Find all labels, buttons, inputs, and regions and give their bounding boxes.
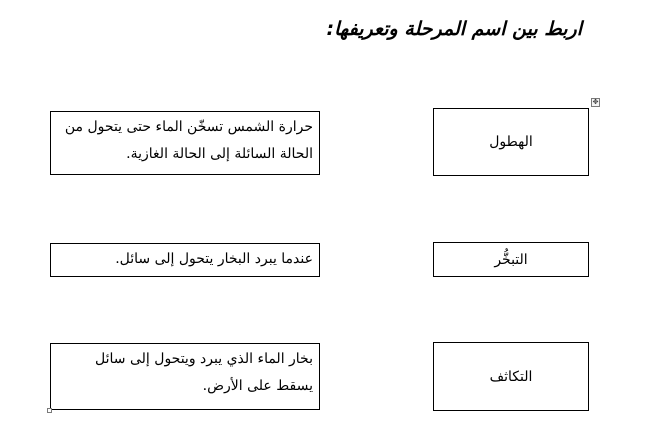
term-label: الهطول [489,134,533,150]
term-box-evaporation [433,242,589,277]
definition-text: عندما يبرد البخار يتحول إلى سائل. [115,251,313,267]
term-label: التبخُّر [494,251,528,268]
term-label: التكاثف [489,368,533,385]
table-resize-handle-icon[interactable] [47,408,52,413]
term-box-condensation [433,342,589,411]
definition-text: بخار الماء الذي يبرد ويتحول إلى سائل يسقط على الأرض. [95,351,313,394]
table-move-handle-icon[interactable]: ✥ [592,98,599,106]
definition-box [50,243,320,277]
definition-box [50,343,320,410]
definition-text: حرارة الشمس تسخّن الماء حتى يتحول من الحالة السائلة إلى الحالة الغازية. [64,119,313,162]
term-box-precipitation [433,108,589,176]
worksheet-title: اربط بين اسم المرحلة وتعريفها: [326,18,582,40]
definition-box [50,111,320,175]
